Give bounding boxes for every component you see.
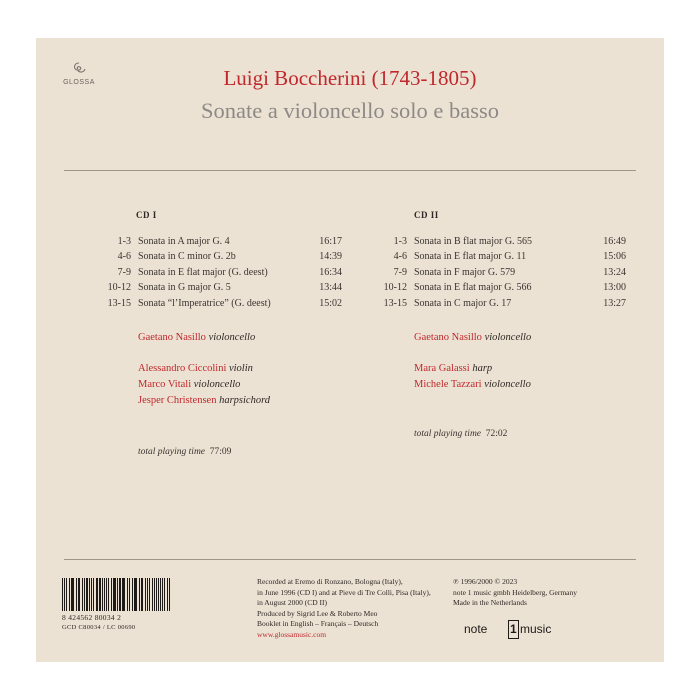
barcode-bar bbox=[106, 578, 107, 611]
barcode-bar bbox=[147, 578, 148, 611]
cd2-total-playing-time bbox=[414, 429, 507, 439]
performer-name: Mara Galassi bbox=[414, 363, 470, 374]
cd2-soloist bbox=[414, 332, 531, 343]
credit-line: Booklet in English – Français – Deutsch bbox=[257, 619, 379, 629]
note1-logo-text: note bbox=[464, 622, 488, 636]
performer-name: Jesper Christensen bbox=[138, 395, 217, 406]
legal-line: Made in the Netherlands bbox=[453, 598, 527, 608]
track-title: Sonata in A major G. 4 bbox=[138, 236, 230, 247]
recording-credits bbox=[257, 577, 431, 641]
barcode-number: 8 424562 80034 2 bbox=[62, 613, 122, 622]
barcode-bar bbox=[167, 578, 168, 611]
barcode-bar bbox=[73, 578, 74, 611]
barcode-bar bbox=[76, 578, 77, 611]
track-row bbox=[393, 251, 626, 266]
cd2-heading: CD II bbox=[414, 210, 439, 220]
track-number: 13-15 bbox=[383, 297, 407, 309]
total-time-value: 72:02 bbox=[485, 429, 508, 439]
track-duration: 15:02 bbox=[319, 297, 342, 309]
track-number: 4-6 bbox=[393, 251, 407, 263]
back-cover bbox=[36, 38, 664, 662]
catalog-number: GCD C80034 / LC 00690 bbox=[62, 624, 136, 631]
cd2-tracklist bbox=[383, 236, 626, 313]
barcode-bar bbox=[62, 578, 63, 611]
track-row bbox=[383, 282, 626, 297]
track-title: Sonata in E flat major G. 566 bbox=[414, 282, 532, 294]
composer-title: Luigi Boccherini (1743-1805) bbox=[223, 66, 477, 90]
performer-instrument: violoncello bbox=[484, 332, 532, 343]
note1-logo-digit: 1 bbox=[510, 622, 517, 636]
credit-line: Recorded at Eremo di Ronzano, Bologna (Italy), bbox=[257, 577, 403, 586]
track-number: 1-3 bbox=[393, 236, 407, 247]
barcode-bar bbox=[129, 578, 130, 611]
legal-line: ℗ 1996/2000 © 2023 bbox=[453, 577, 518, 586]
track-title: Sonata in C major G. 17 bbox=[414, 297, 512, 309]
barcode-bar bbox=[139, 578, 140, 611]
barcode-bar bbox=[108, 578, 109, 611]
barcode-bar bbox=[66, 578, 67, 611]
barcode-bar bbox=[84, 578, 85, 611]
barcode bbox=[62, 578, 170, 611]
divider-bottom bbox=[64, 559, 636, 560]
credit-line: in August 2000 (CD II) bbox=[257, 598, 327, 608]
track-title: Sonata “l’Imperatrice” (G. deest) bbox=[138, 297, 271, 309]
track-duration: 13:24 bbox=[603, 266, 626, 278]
track-number: 1-3 bbox=[117, 236, 131, 247]
cd2-performer bbox=[414, 379, 531, 390]
performer-name: Alessandro Ciccolini bbox=[138, 363, 227, 374]
legal-line: note 1 music gmbh Heidelberg, Germany bbox=[453, 587, 577, 597]
cd1-total-playing-time bbox=[138, 447, 231, 457]
track-title: Sonata in B flat major G. 565 bbox=[414, 236, 533, 247]
cd1-performer bbox=[138, 395, 270, 406]
performer-instrument: violin bbox=[228, 363, 253, 374]
track-row bbox=[117, 236, 342, 251]
barcode-bar bbox=[127, 578, 128, 611]
barcode-bar bbox=[64, 578, 65, 611]
website-link[interactable]: www.glossamusic.com bbox=[257, 629, 327, 639]
cd1-performer bbox=[138, 379, 240, 390]
total-time-value: 77:09 bbox=[209, 447, 232, 457]
track-number: 10-12 bbox=[383, 282, 407, 294]
track-title: Sonata in G major G. 5 bbox=[138, 282, 231, 294]
barcode-bar bbox=[154, 578, 155, 611]
divider-top bbox=[64, 170, 636, 171]
performer-instrument: violoncello bbox=[208, 332, 256, 343]
note1-logo-music: music bbox=[520, 622, 552, 636]
track-duration: 13:44 bbox=[319, 282, 342, 294]
barcode-bar bbox=[111, 578, 112, 611]
track-duration: 14:39 bbox=[319, 251, 342, 263]
barcode-bar bbox=[169, 578, 170, 611]
track-row bbox=[117, 251, 342, 266]
total-time-label: total playing time bbox=[414, 429, 482, 439]
track-duration: 13:27 bbox=[603, 297, 626, 309]
performer-name: Gaetano Nasillo bbox=[414, 332, 482, 343]
note1-music-logo bbox=[464, 616, 594, 642]
track-row bbox=[393, 266, 626, 282]
barcode-bar bbox=[160, 578, 161, 611]
barcode-bar bbox=[82, 578, 83, 611]
barcode-bar bbox=[124, 578, 125, 611]
track-duration: 16:17 bbox=[319, 236, 342, 247]
track-number: 7-9 bbox=[393, 266, 407, 278]
cd2-performer bbox=[414, 363, 492, 374]
barcode-bar bbox=[104, 578, 105, 611]
glossa-label: GLOSSA bbox=[63, 79, 95, 86]
barcode-bar bbox=[91, 578, 92, 611]
track-duration: 16:49 bbox=[603, 236, 626, 247]
track-row bbox=[107, 297, 342, 313]
cd1-heading: CD I bbox=[136, 210, 157, 220]
track-number: 13-15 bbox=[107, 297, 131, 309]
legal-notice bbox=[453, 577, 577, 609]
track-title: Sonata in E flat major (G. deest) bbox=[138, 266, 268, 278]
barcode-bar bbox=[136, 578, 137, 611]
barcode-bar bbox=[114, 578, 116, 611]
credit-line: in June 1996 (CD I) and at Pieve di Tre Colli, Pisa (Italy), bbox=[257, 587, 431, 597]
barcode-bar bbox=[156, 578, 157, 611]
track-row bbox=[107, 282, 342, 297]
track-number: 7-9 bbox=[117, 266, 131, 278]
track-row bbox=[117, 266, 342, 282]
barcode-bar bbox=[145, 578, 146, 611]
track-number: 4-6 bbox=[117, 251, 131, 263]
performer-name: Michele Tazzari bbox=[414, 379, 482, 390]
performer-instrument: harpsichord bbox=[219, 395, 271, 406]
performer-name: Marco Vitali bbox=[138, 379, 192, 390]
track-duration: 15:06 bbox=[603, 251, 626, 263]
total-time-label: total playing time bbox=[138, 447, 206, 457]
credit-line: Produced by Sigrid Lee & Roberto Meo bbox=[257, 608, 378, 618]
barcode-bar bbox=[164, 578, 165, 611]
track-title: Sonata in E flat major G. 11 bbox=[414, 251, 527, 263]
performer-name: Gaetano Nasillo bbox=[138, 332, 206, 343]
track-row bbox=[383, 297, 626, 313]
barcode-bar bbox=[69, 578, 70, 611]
track-row bbox=[393, 236, 626, 251]
barcode-bar bbox=[89, 578, 90, 611]
track-title: Sonata in F major G. 579 bbox=[414, 266, 516, 278]
barcode-bar bbox=[93, 578, 94, 611]
performer-instrument: harp bbox=[472, 363, 493, 374]
barcode-bar bbox=[132, 578, 133, 611]
cd1-soloist bbox=[138, 332, 255, 343]
performer-instrument: violoncello bbox=[193, 379, 241, 390]
track-title: Sonata in C minor G. 2b bbox=[138, 251, 236, 263]
album-subtitle: Sonate a violoncello solo e basso bbox=[200, 98, 500, 123]
barcode-bar bbox=[119, 578, 120, 611]
barcode-bar bbox=[99, 578, 101, 611]
barcode-bar bbox=[142, 578, 143, 611]
barcode-bar bbox=[97, 578, 98, 611]
track-number: 10-12 bbox=[107, 282, 131, 294]
track-duration: 13:00 bbox=[603, 282, 626, 294]
barcode-bar bbox=[149, 578, 150, 611]
track-duration: 16:34 bbox=[319, 266, 342, 278]
barcode-bar bbox=[79, 578, 80, 611]
cd1-tracklist bbox=[107, 236, 342, 313]
barcode-bar bbox=[117, 578, 118, 611]
performer-instrument: violoncello bbox=[484, 379, 531, 390]
cd1-performer bbox=[138, 363, 253, 374]
barcode-bar bbox=[162, 578, 163, 611]
